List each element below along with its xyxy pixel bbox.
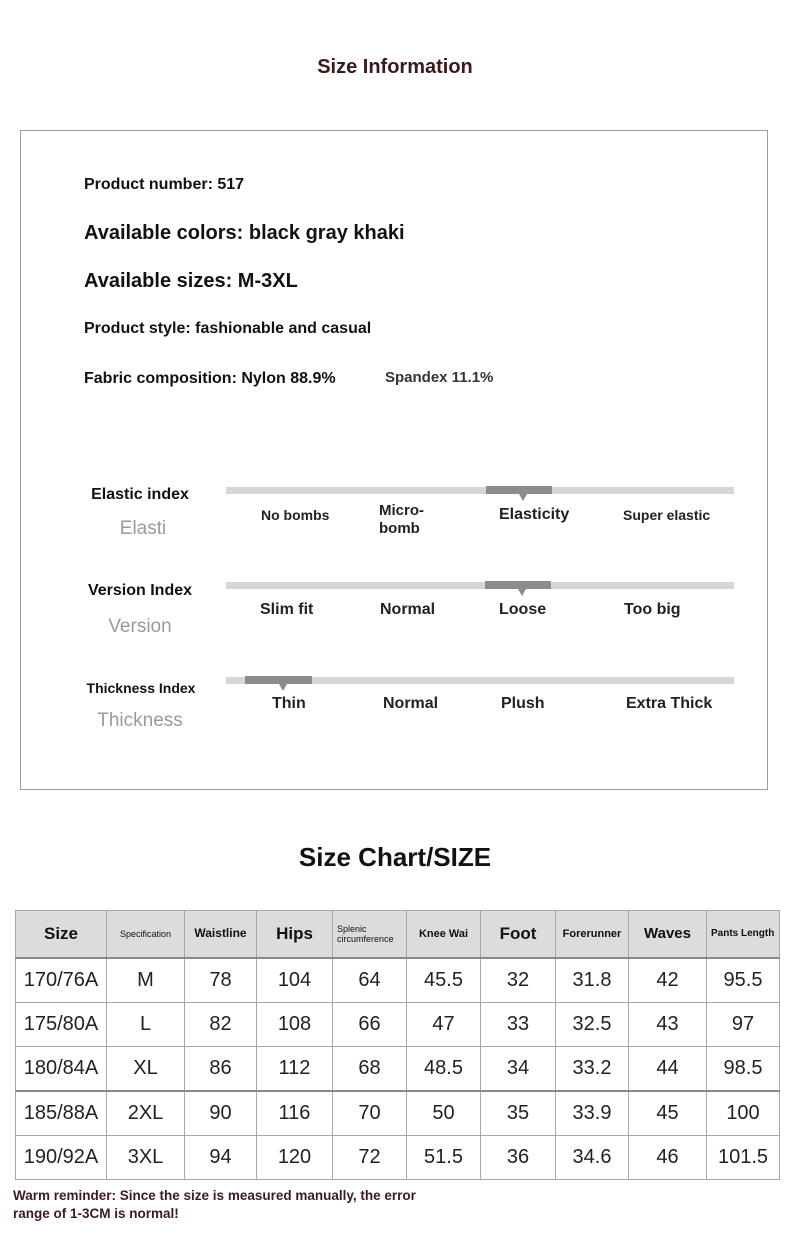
- table-cell: 51.5: [407, 1136, 481, 1180]
- table-cell: 33: [481, 1003, 556, 1047]
- version-index-marker: [485, 581, 551, 589]
- table-cell: 108: [257, 1003, 333, 1047]
- version-option-2: Normal: [380, 601, 436, 618]
- table-cell: M: [107, 958, 185, 1003]
- table-cell: 68: [333, 1047, 407, 1092]
- table-cell: 100: [707, 1091, 780, 1136]
- table-cell: XL: [107, 1047, 185, 1092]
- header-pants-length: Pants Length: [707, 911, 780, 959]
- header-specification: Specification: [107, 911, 185, 959]
- table-cell: 33.9: [556, 1091, 629, 1136]
- version-option-3: Loose: [499, 601, 547, 618]
- elastic-index-pointer-icon: [519, 494, 527, 501]
- header-foot: Foot: [481, 911, 556, 959]
- table-cell: 44: [629, 1047, 707, 1092]
- thickness-index-pointer-icon: [279, 684, 287, 691]
- table-cell: 43: [629, 1003, 707, 1047]
- thickness-option-4: Extra Thick: [626, 695, 713, 712]
- table-cell: 70: [333, 1091, 407, 1136]
- version-index-track: [226, 582, 734, 589]
- elastic-option-1: No bombs: [261, 507, 330, 523]
- elastic-option-4: Super elastic: [623, 507, 711, 523]
- thickness-option-3: Plush: [501, 695, 545, 712]
- table-cell: 180/84A: [16, 1047, 107, 1092]
- version-index-label: Version Index: [87, 582, 193, 599]
- available-colors: Available colors: black gray khaki: [84, 222, 405, 244]
- elastic-option-3: Elasticity: [499, 506, 570, 523]
- table-row: [16, 1047, 780, 1092]
- available-sizes: Available sizes: M-3XL: [84, 270, 298, 292]
- page-title: Size Information: [317, 56, 473, 78]
- version-option-4: Too big: [624, 601, 681, 618]
- table-cell: 104: [257, 958, 333, 1003]
- table-cell: 112: [257, 1047, 333, 1092]
- table-cell: 48.5: [407, 1047, 481, 1092]
- table-cell: 42: [629, 958, 707, 1003]
- table-cell: 97: [707, 1003, 780, 1047]
- table-cell: 47: [407, 1003, 481, 1047]
- table-cell: 45: [629, 1091, 707, 1136]
- thickness-index-sub: Thickness: [97, 710, 183, 731]
- table-cell: 45.5: [407, 958, 481, 1003]
- table-cell: 32: [481, 958, 556, 1003]
- table-cell: 116: [257, 1091, 333, 1136]
- elastic-index-marker: [486, 486, 552, 494]
- table-cell: 90: [185, 1091, 257, 1136]
- header-waistline: Waistline: [185, 911, 257, 959]
- table-cell: 101.5: [707, 1136, 780, 1180]
- table-cell: 170/76A: [16, 958, 107, 1003]
- header-hips: Hips: [257, 911, 333, 959]
- header-splenic-circumference: Splenic circumference: [333, 911, 407, 959]
- table-cell: 86: [185, 1047, 257, 1092]
- table-cell: 66: [333, 1003, 407, 1047]
- header-forerunner: Forerunner: [556, 911, 629, 959]
- table-cell: 190/92A: [16, 1136, 107, 1180]
- table-cell: 175/80A: [16, 1003, 107, 1047]
- size-chart-title: Size Chart/SIZE: [298, 842, 492, 872]
- elastic-index-track: [226, 487, 734, 494]
- fabric-spandex: Spandex 11.1%: [385, 369, 494, 386]
- table-cell: 95.5: [707, 958, 780, 1003]
- header-size: Size: [16, 911, 107, 959]
- product-style: Product style: fashionable and casual: [84, 320, 372, 337]
- table-cell: 46: [629, 1136, 707, 1180]
- elastic-index-sub: Elasti: [119, 518, 167, 539]
- product-number: Product number: 517: [84, 176, 245, 193]
- table-cell: 31.8: [556, 958, 629, 1003]
- table-cell: 120: [257, 1136, 333, 1180]
- table-cell: 94: [185, 1136, 257, 1180]
- table-cell: 64: [333, 958, 407, 1003]
- fabric-composition: Fabric composition: Nylon 88.9%: [84, 370, 336, 387]
- table-cell: 35: [481, 1091, 556, 1136]
- table-cell: 32.5: [556, 1003, 629, 1047]
- warm-reminder-note: Warm reminder: Since the size is measured manually, the error range of 1-3CM is normal!: [13, 1188, 416, 1221]
- table-cell: 82: [185, 1003, 257, 1047]
- table-cell: 98.5: [707, 1047, 780, 1092]
- thickness-index-marker: [245, 676, 312, 684]
- table-cell: 33.2: [556, 1047, 629, 1092]
- elastic-index-label: Elastic index: [91, 486, 189, 503]
- thickness-option-1: Thin: [272, 695, 306, 712]
- table-cell: 34: [481, 1047, 556, 1092]
- table-row: [16, 1091, 780, 1136]
- thickness-index-label: Thickness Index: [86, 680, 196, 696]
- table-cell: L: [107, 1003, 185, 1047]
- header-knee-wai: Knee Wai: [407, 911, 481, 959]
- table-cell: 3XL: [107, 1136, 185, 1180]
- table-cell: 72: [333, 1136, 407, 1180]
- header-waves: Waves: [629, 911, 707, 959]
- table-cell: 2XL: [107, 1091, 185, 1136]
- elastic-option-2: Micro- bomb: [379, 502, 424, 537]
- version-index-sub: Version: [108, 616, 172, 637]
- table-row: [16, 1003, 780, 1047]
- thickness-option-2: Normal: [383, 695, 439, 712]
- table-cell: 34.6: [556, 1136, 629, 1180]
- size-table: [15, 910, 780, 1180]
- table-row: [16, 1136, 780, 1180]
- table-cell: 50: [407, 1091, 481, 1136]
- table-cell: 36: [481, 1136, 556, 1180]
- table-header-row: [16, 911, 780, 959]
- version-option-1: Slim fit: [260, 601, 314, 618]
- table-cell: 78: [185, 958, 257, 1003]
- table-row: [16, 958, 780, 1003]
- table-cell: 185/88A: [16, 1091, 107, 1136]
- version-index-pointer-icon: [518, 589, 526, 596]
